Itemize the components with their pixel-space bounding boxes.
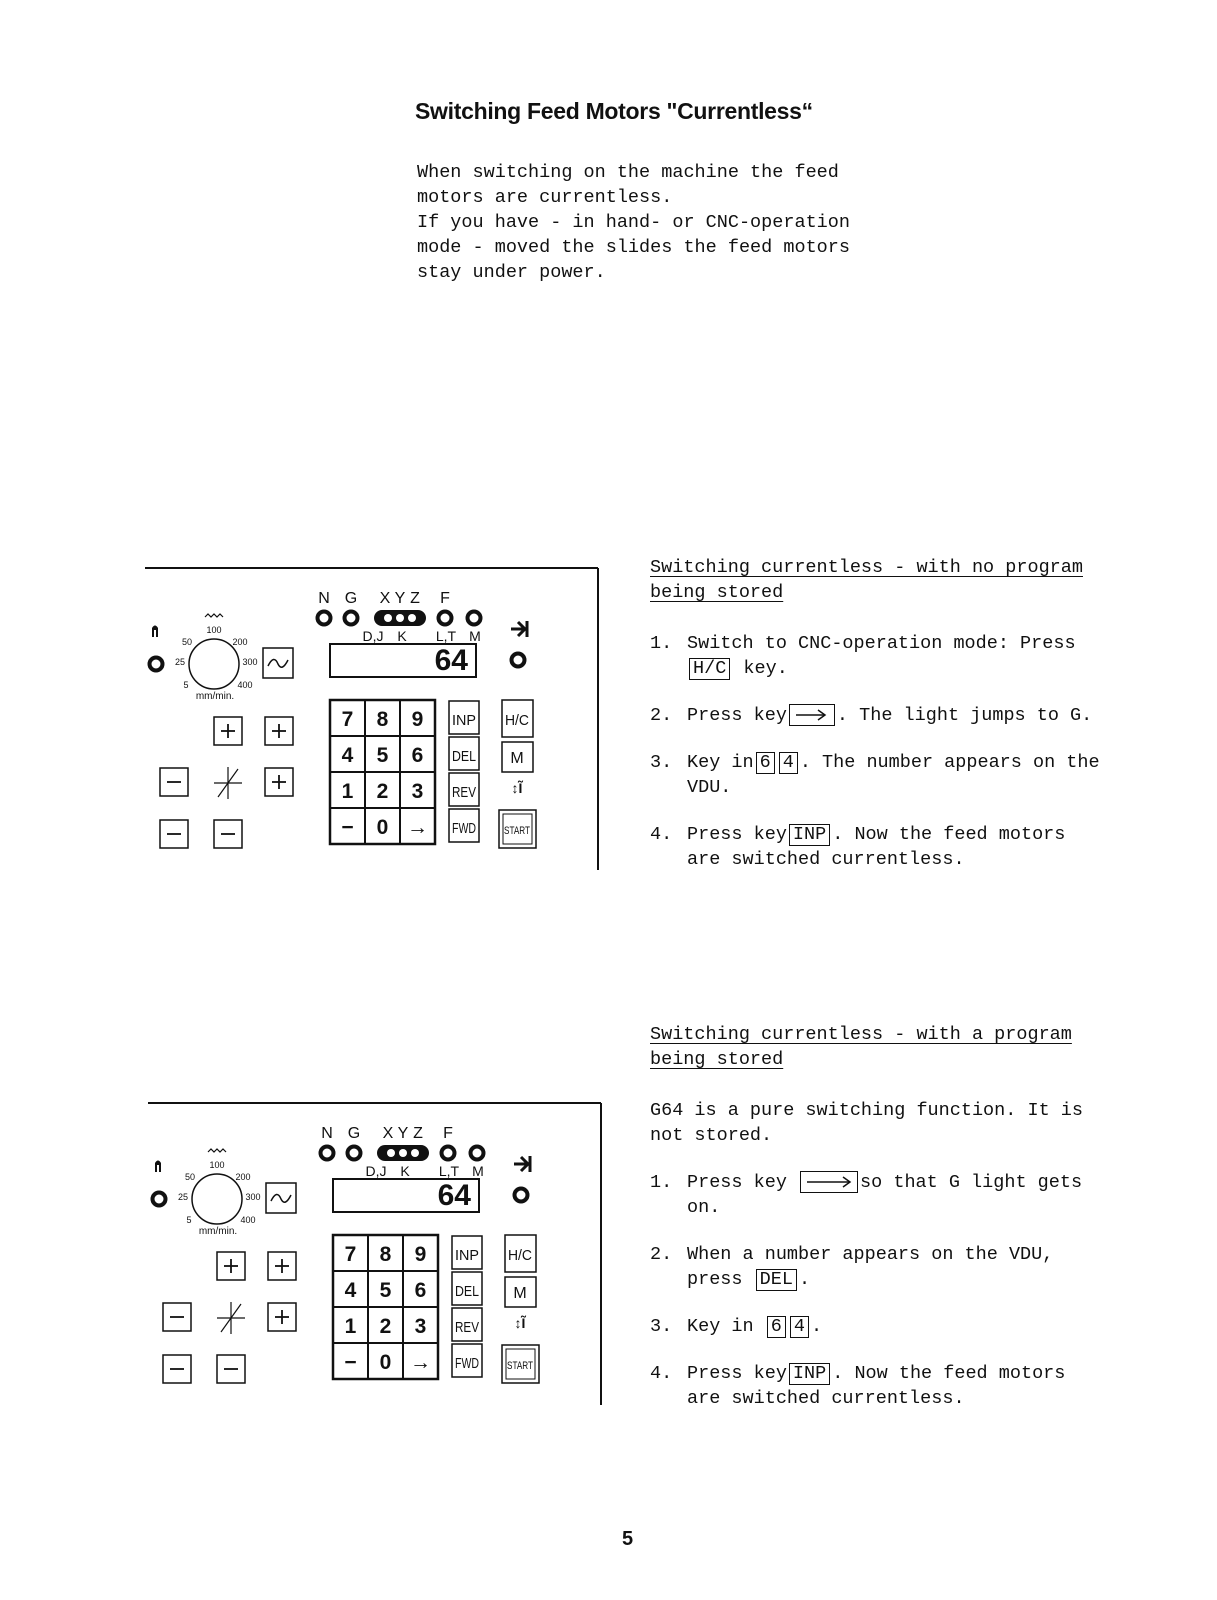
step-number: 2. [650, 705, 673, 726]
mode-key-label: M [513, 1285, 527, 1302]
numpad-key-label: 9 [411, 708, 424, 731]
indicator-sublabel: L,T [435, 628, 457, 644]
step-text: Press key [687, 1172, 787, 1193]
intro-line: If you have - in hand- or CNC-operation [417, 212, 850, 233]
numpad-key-label: 5 [379, 1279, 392, 1302]
feed-scale-label: 50 [184, 1172, 196, 1182]
panel-group [148, 1103, 601, 1405]
feed-scale-label: 200 [235, 1172, 251, 1182]
indicator-sublabel: K [400, 1163, 410, 1179]
section-no-program [650, 555, 1150, 894]
indicator-sublabel: L,T [438, 1163, 460, 1179]
step-item [650, 703, 1150, 728]
hc-key: H/C [689, 658, 730, 680]
indicator-sublabel: M [472, 1163, 484, 1179]
feed-scale-label: 100 [206, 625, 222, 635]
step-item [650, 1314, 1150, 1339]
function-key-label: FWD [455, 1355, 480, 1372]
indicator-label: N [321, 1125, 333, 1142]
para-line: G64 is a pure switching function. It is [650, 1100, 1083, 1121]
del-key: DEL [756, 1269, 797, 1291]
step-text: . [810, 1316, 823, 1337]
function-key-label: INP [452, 712, 476, 729]
numpad-key-label: 0 [376, 816, 389, 839]
page-title: Switching Feed Motors "Currentless“ [415, 98, 813, 124]
indicator-light-m [471, 1147, 484, 1160]
step-text: Press key [687, 1363, 787, 1384]
step-text: Press key [687, 824, 787, 845]
step-mode-icon: ↕Ĩ [511, 780, 523, 796]
heading-line: Switching currentless - with a program [650, 1024, 1072, 1045]
indicator-light-n [321, 1147, 334, 1160]
indicator-dot [384, 614, 392, 622]
indicator-label: Z [413, 1125, 423, 1142]
step-number: 1. [650, 633, 673, 654]
control-panel-svg [0, 1100, 620, 1440]
feed-scale-label: 5 [186, 1215, 192, 1225]
numpad-key-label: 7 [344, 1243, 357, 1266]
indicator-label: G [347, 1125, 361, 1142]
indicator-dot [387, 1149, 395, 1157]
indicator-light-right [515, 1189, 528, 1202]
inp-key: INP [789, 824, 830, 846]
indicator-light-n [318, 612, 331, 625]
key-4: 4 [790, 1316, 809, 1338]
indicator-label: G [344, 590, 358, 607]
function-key-label: DEL [452, 748, 476, 765]
step-text: Switch to CNC-operation mode: Press [687, 633, 1076, 654]
feed-scale-label: 200 [232, 637, 248, 647]
numpad-key-label: 9 [414, 1243, 427, 1266]
step-number: 4. [650, 824, 673, 845]
arrow-key-icon [800, 1171, 858, 1193]
function-key-label: REV [455, 1319, 479, 1336]
step-text: . Now the feed motors [832, 824, 1066, 845]
numpad-key-label: 3 [414, 1315, 427, 1338]
indicator-light-f [439, 612, 452, 625]
indicator-label: Y [397, 1125, 409, 1142]
step-text: . [798, 1269, 811, 1290]
indicator-light-f [442, 1147, 455, 1160]
feed-scale-label: 400 [237, 680, 253, 690]
feed-wave-icon [208, 1149, 226, 1152]
section-heading [650, 1022, 1150, 1072]
feed-scale-label: 300 [242, 657, 258, 667]
indicator-label: X [379, 590, 391, 607]
step-text: press [687, 1269, 743, 1290]
start-key-label: START [504, 825, 531, 837]
numpad-key-label: 7 [341, 708, 354, 731]
step-text: When a number appears on the VDU, [687, 1244, 1054, 1265]
section-heading [650, 555, 1150, 605]
indicator-light-m [468, 612, 481, 625]
step-text: on. [687, 1197, 721, 1218]
indicator-label: F [440, 590, 450, 607]
indicator-sublabel: D,J [362, 628, 384, 644]
para-line: not stored. [650, 1125, 773, 1146]
start-key-label: START [507, 1360, 534, 1372]
key-6: 6 [756, 752, 775, 774]
key-6: 6 [767, 1316, 786, 1338]
section-with-program [650, 1022, 1150, 1433]
inp-key: INP [789, 1363, 830, 1385]
numpad-key-label: 4 [344, 1279, 357, 1302]
numpad-key-label: → [410, 1351, 431, 1374]
indicator-label: Y [394, 590, 406, 607]
numpad-key-label: 2 [376, 780, 389, 803]
indicator-light-g [345, 612, 358, 625]
page-number: 5 [622, 1528, 634, 1550]
step-text: . The light jumps to G. [836, 705, 1093, 726]
indicator-dot [399, 1149, 407, 1157]
feed-scale-label: 300 [245, 1192, 261, 1202]
numpad-key-label: 5 [376, 744, 389, 767]
step-number: 3. [650, 1316, 673, 1337]
step-item [650, 750, 1150, 800]
tilde-icon [268, 659, 288, 667]
step-text: . Now the feed motors [832, 1363, 1066, 1384]
step-text: Press key [687, 705, 787, 726]
vdu-value: 64 [437, 1179, 471, 1212]
vdu-value: 64 [434, 644, 468, 677]
axes-cross-icon [214, 767, 242, 799]
feed-wave-icon [205, 614, 223, 617]
step-text: are switched currentless. [687, 1388, 965, 1409]
heading-line: Switching currentless - with no program [650, 557, 1083, 578]
indicator-dot [408, 614, 416, 622]
mode-key-label: H/C [505, 712, 530, 729]
heading-line: being stored [650, 1049, 784, 1070]
step-text: Key in [687, 752, 754, 773]
step-item [650, 1361, 1150, 1411]
feed-scale-label: 25 [174, 657, 186, 667]
tilde-icon [271, 1194, 291, 1202]
numpad-key-label: 3 [411, 780, 424, 803]
control-panel-diagram-1 [0, 565, 620, 905]
indicator-sublabel: K [397, 628, 407, 644]
heading-line: being stored [650, 582, 784, 603]
step-text: key. [743, 658, 788, 679]
function-key-label: FWD [452, 820, 477, 837]
step-item [650, 631, 1150, 681]
numpad-key-label: → [407, 816, 428, 839]
indicator-label: X [382, 1125, 394, 1142]
feed-scale-label: 50 [181, 637, 193, 647]
axes-cross-icon [217, 1302, 245, 1334]
step-number: 1. [650, 1172, 673, 1193]
step-number: 4. [650, 1363, 673, 1384]
function-key-label: DEL [455, 1283, 479, 1300]
step-text: are switched currentless. [687, 849, 965, 870]
indicator-sublabel: D,J [365, 1163, 387, 1179]
numpad-key-label: 0 [379, 1351, 392, 1374]
step-text: VDU. [687, 777, 732, 798]
intro-line: When switching on the machine the feed [417, 162, 839, 183]
control-panel-svg [0, 565, 620, 905]
hand-mode-light [150, 658, 163, 671]
indicator-light-g [348, 1147, 361, 1160]
function-key-label: REV [452, 784, 476, 801]
indicator-dot [411, 1149, 419, 1157]
step-item [650, 1170, 1150, 1220]
control-panel-diagram-2 [0, 1100, 620, 1440]
feed-scale-label: 100 [209, 1160, 225, 1170]
intro-line: mode - moved the slides the feed motors [417, 237, 850, 258]
step-item [650, 1242, 1150, 1292]
indicator-label: Z [410, 590, 420, 607]
step-text: Key in [687, 1316, 754, 1337]
numpad-key-label: 1 [341, 780, 354, 803]
numpad-key-label: 2 [379, 1315, 392, 1338]
feed-unit-label: mm/min. [195, 691, 235, 702]
feed-scale-label: 5 [183, 680, 189, 690]
feed-scale-label: 400 [240, 1215, 256, 1225]
intro-line: stay under power. [417, 262, 606, 283]
step-text: . The number appears on the [799, 752, 1100, 773]
numpad-key-label: 4 [341, 744, 354, 767]
numpad-key-label: − [341, 816, 354, 839]
hand-icon [155, 1161, 161, 1173]
arrow-key-icon [789, 704, 835, 726]
panel-group [145, 568, 598, 870]
numpad-key-label: 8 [376, 708, 389, 731]
numpad-key-label: 1 [344, 1315, 357, 1338]
mode-key-label: M [510, 750, 524, 767]
mode-key-label: H/C [508, 1247, 533, 1264]
hand-mode-light [153, 1193, 166, 1206]
step-number: 2. [650, 1244, 673, 1265]
numpad-key-label: 6 [411, 744, 424, 767]
indicator-label: N [318, 590, 330, 607]
indicator-sublabel: M [469, 628, 481, 644]
jump-arrow-icon [514, 1157, 528, 1171]
jump-arrow-icon [511, 622, 525, 636]
feed-scale-label: 25 [177, 1192, 189, 1202]
step-item [650, 822, 1150, 872]
step-number: 3. [650, 752, 673, 773]
intro-line: motors are currentless. [417, 187, 673, 208]
step-mode-icon: ↕Ĩ [514, 1315, 526, 1331]
numpad-key-label: 6 [414, 1279, 427, 1302]
numpad-key-label: 8 [379, 1243, 392, 1266]
feed-unit-label: mm/min. [198, 1226, 238, 1237]
indicator-dot [396, 614, 404, 622]
intro-text [417, 160, 937, 285]
indicator-label: F [443, 1125, 453, 1142]
step-text: so that G light gets [860, 1172, 1083, 1193]
indicator-light-right [512, 654, 525, 667]
key-4: 4 [779, 752, 798, 774]
numpad-key-label: − [344, 1351, 357, 1374]
function-key-label: INP [455, 1247, 479, 1264]
hand-icon [152, 626, 158, 638]
section-paragraph [650, 1098, 1150, 1148]
